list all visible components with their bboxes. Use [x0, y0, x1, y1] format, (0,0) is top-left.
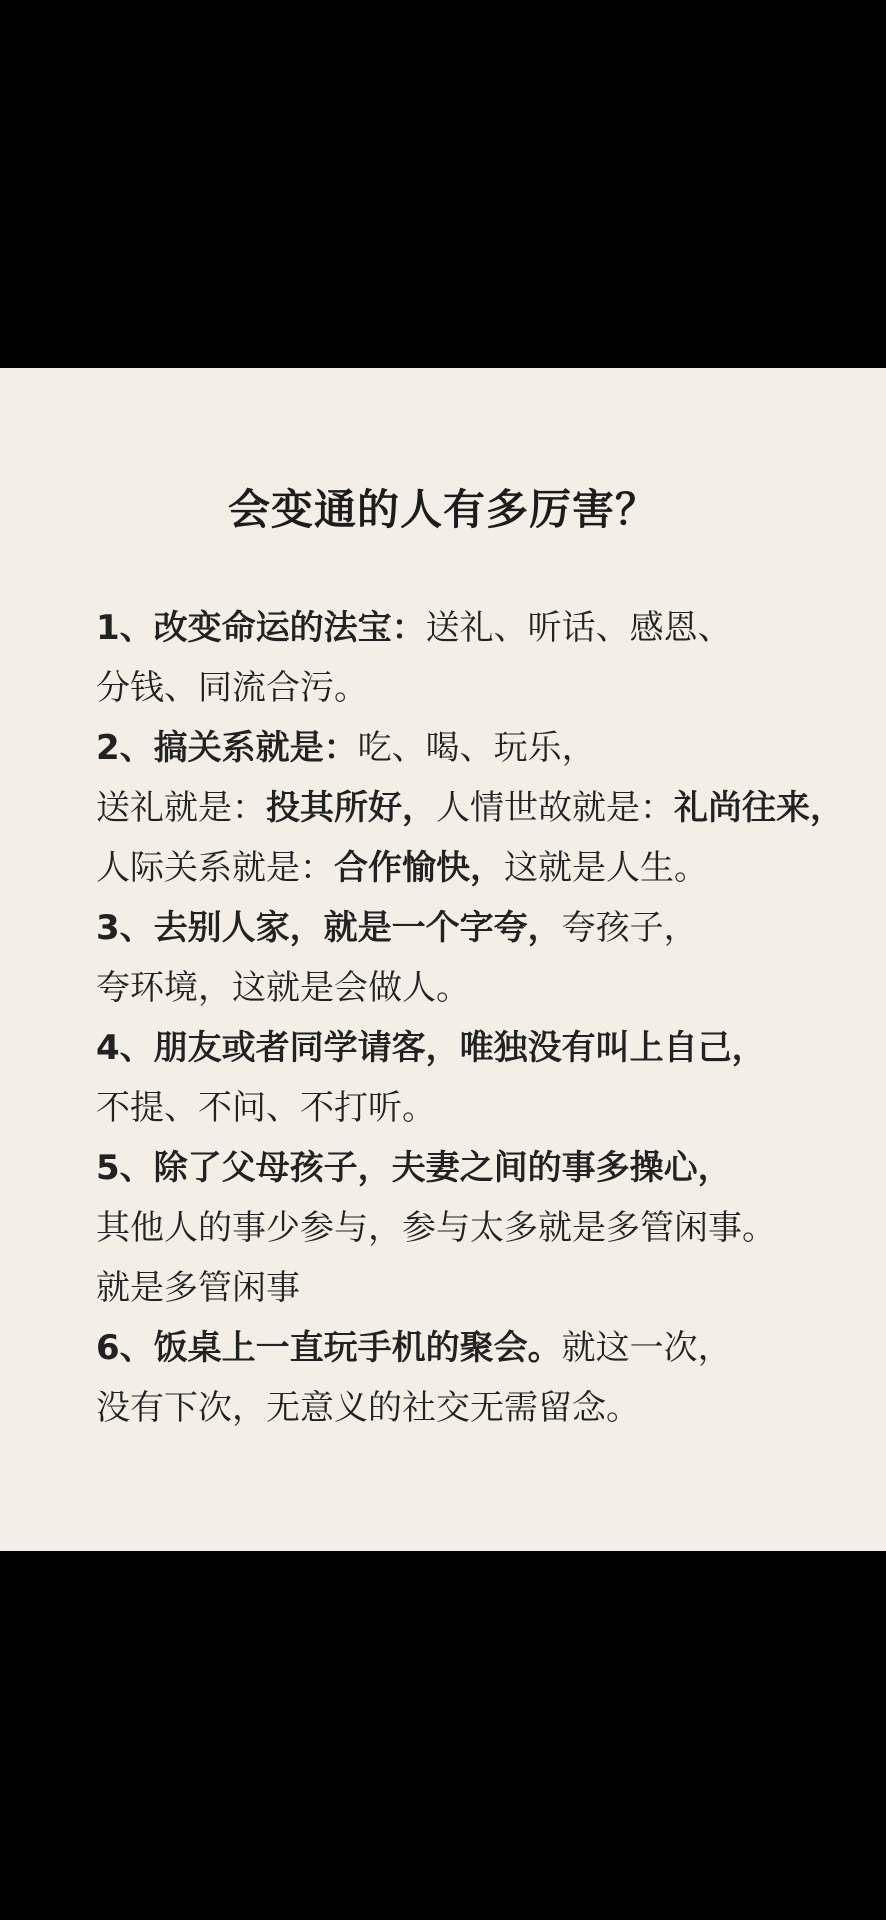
item-4-text: 不提、不问、不打听。	[96, 1088, 436, 1128]
item-2-bold-b: 礼尚往来，	[674, 788, 844, 828]
item-1-text-cont: 分钱、同流合污。	[96, 668, 368, 708]
item-1-text: 送礼、听话、感恩、	[425, 608, 732, 648]
item-4-heading: 4、朋友或者同学请客，唯独没有叫上自己，	[96, 1028, 766, 1068]
item-2-bold-c: 合作愉快，	[334, 848, 504, 888]
item-6-line-2	[96, 1378, 856, 1438]
item-3-line-2	[96, 958, 856, 1018]
item-2-text-d: 这就是人生。	[504, 848, 708, 888]
item-1-heading: 1、改变命运的法宝：	[96, 608, 426, 648]
article-title: 会变通的人有多厉害？	[227, 485, 658, 534]
item-5-text: 其他人的事少参与，参与太多就是多管闲事。	[96, 1208, 776, 1248]
item-2-heading: 2、搞关系就是：	[96, 728, 358, 768]
item-5-text-cont: 就是多管闲事	[96, 1268, 300, 1308]
item-4-line-1	[96, 1018, 856, 1078]
item-3-heading: 3、去别人家，就是一个字夸，	[96, 908, 562, 948]
item-2-text-c: 人际关系就是：	[96, 848, 334, 888]
item-6-heading: 6、饭桌上一直玩手机的聚会。	[96, 1328, 562, 1368]
item-2-bold-a: 投其所好，	[266, 788, 436, 828]
item-2-line-3	[96, 838, 856, 898]
article-body	[96, 598, 856, 1438]
item-2-text: 吃、喝、玩乐，	[357, 728, 596, 768]
item-2-text-a: 送礼就是：	[96, 788, 266, 828]
item-6-line-1	[96, 1318, 856, 1378]
item-5-heading: 5、除了父母孩子，夫妻之间的事多操心，	[96, 1148, 732, 1188]
item-1-line-2	[96, 658, 856, 718]
item-5-line-2	[96, 1198, 856, 1258]
item-3-text: 夸孩子，	[561, 908, 698, 948]
item-1-line-1	[96, 598, 856, 658]
item-2-line-2	[96, 778, 856, 838]
item-5-line-3	[96, 1258, 856, 1318]
item-6-text-cont: 没有下次，无意义的社交无需留念。	[96, 1388, 640, 1428]
item-2-line-1	[96, 718, 856, 778]
item-4-line-2	[96, 1078, 856, 1138]
article-image	[0, 368, 886, 1551]
item-5-line-1	[96, 1138, 856, 1198]
item-6-text: 就这一次，	[561, 1328, 732, 1368]
item-3-text-cont: 夸环境，这就是会做人。	[96, 968, 470, 1008]
item-2-text-b: 人情世故就是：	[436, 788, 674, 828]
item-3-line-1	[96, 898, 856, 958]
